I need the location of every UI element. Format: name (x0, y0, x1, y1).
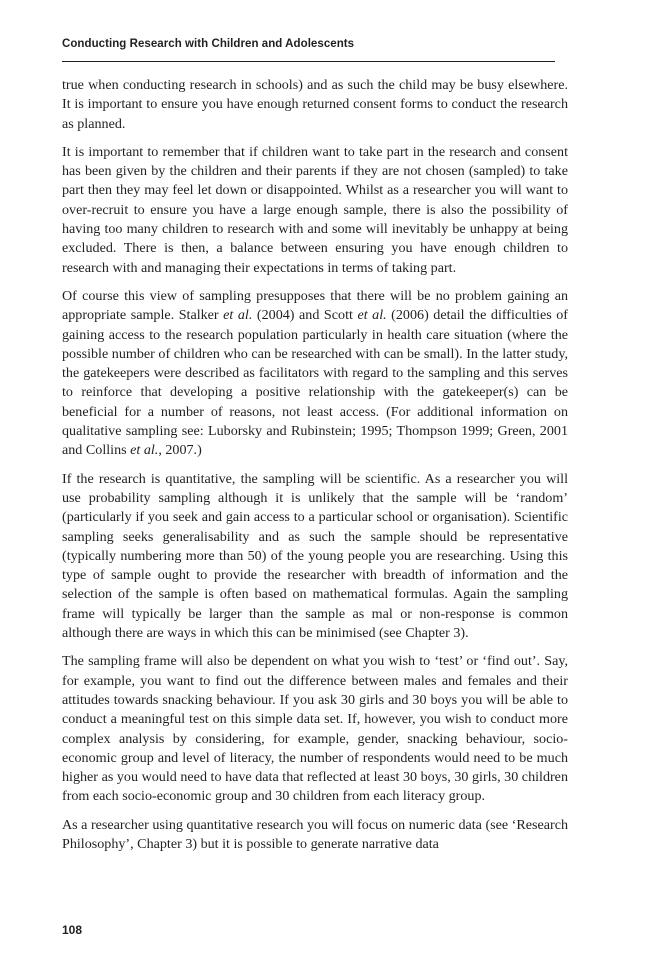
body-text (62, 76, 568, 863)
paragraph: The sampling frame will also be dependent on what you wish to ‘test’ or ‘find out’. Say, for example, you want to find out the difference between males and females and their attitudes towards snacking behaviour. If you ask 30 girls and 30 boys you will be able to conduct a meaningful test on this simple data set. If, however, you wish to conduct more complex analysis by considering, for example, gender, snacking behaviour, socio-economic group and level of literacy, the number of respondents would need to be much higher as you would need to have data that reflected at least 30 boys, 30 girls, 30 children from each socio-economic group and 30 children from each literacy group. (62, 653, 568, 805)
paragraph: It is important to remember that if children want to take part in the research and consent has been given by the children and their parents if they are not chosen (sampled) to take part then they may feel let down or disappointed. Whilst as a researcher you will want to over-recruit to ensure you have a large enough sample, there is also the possibility of having too many children to research with and some will inevitably be unhappy at being excluded. There is then, a balance between ensuring you have enough children to research with and managing their expectations in terms of taking part. (62, 143, 568, 276)
paragraph: true when conducting research in schools) and as such the child may be busy elsewhere. It is important to ensure you have enough returned consent forms to conduct the research as planned. (62, 77, 568, 132)
header-rule (62, 61, 555, 62)
paragraph: As a researcher using quantitative research you will focus on numeric data (see ‘Research Philosophy’, Chapter 3) but it is possible to generate narrative data (62, 816, 568, 852)
page-number: 108 (62, 923, 83, 937)
paragraph: Of course this view of sampling presupposes that there will be no problem gaining an appropriate sample. Stalker et al. (2004) and Scott et al. (2006) detail the difficulties of gaining access to the research population particularly in health care situation (where the possible number of children who can be researched with can be small). In the latter study, the gatekeepers were described as facilitators with regard to the sampling and this serves to reinforce that developing a positive relationship with the gatekeeper(s) can be beneficial for a number of reasons, not least access. (For additional information on qualitative sampling see: Luborsky and Rubinstein; 1995; Thompson 1999; Green, 2001 and Collins et al., 2007.) (62, 287, 568, 459)
paragraph: If the research is quantitative, the sampling will be scientific. As a researcher you will use probability sampling although it is unlikely that the sample will be ‘random’ (particularly if you seek and gain access to a particular school or organisation). Scientific sampling seeks generalisability and as such the sample should be representative (typically numbering more than 50) of the young people you are researching. Using this type of sample ought to provide the researcher with breadth of information and the selection of the sample is often based on mathematical formulas. Again the sampling frame will typically be larger than the sample as mal or non-response is common although there are ways in which this can be minimised (see Chapter 3). (62, 470, 568, 642)
running-title: Conducting Research with Children and Adolescents (62, 38, 355, 50)
